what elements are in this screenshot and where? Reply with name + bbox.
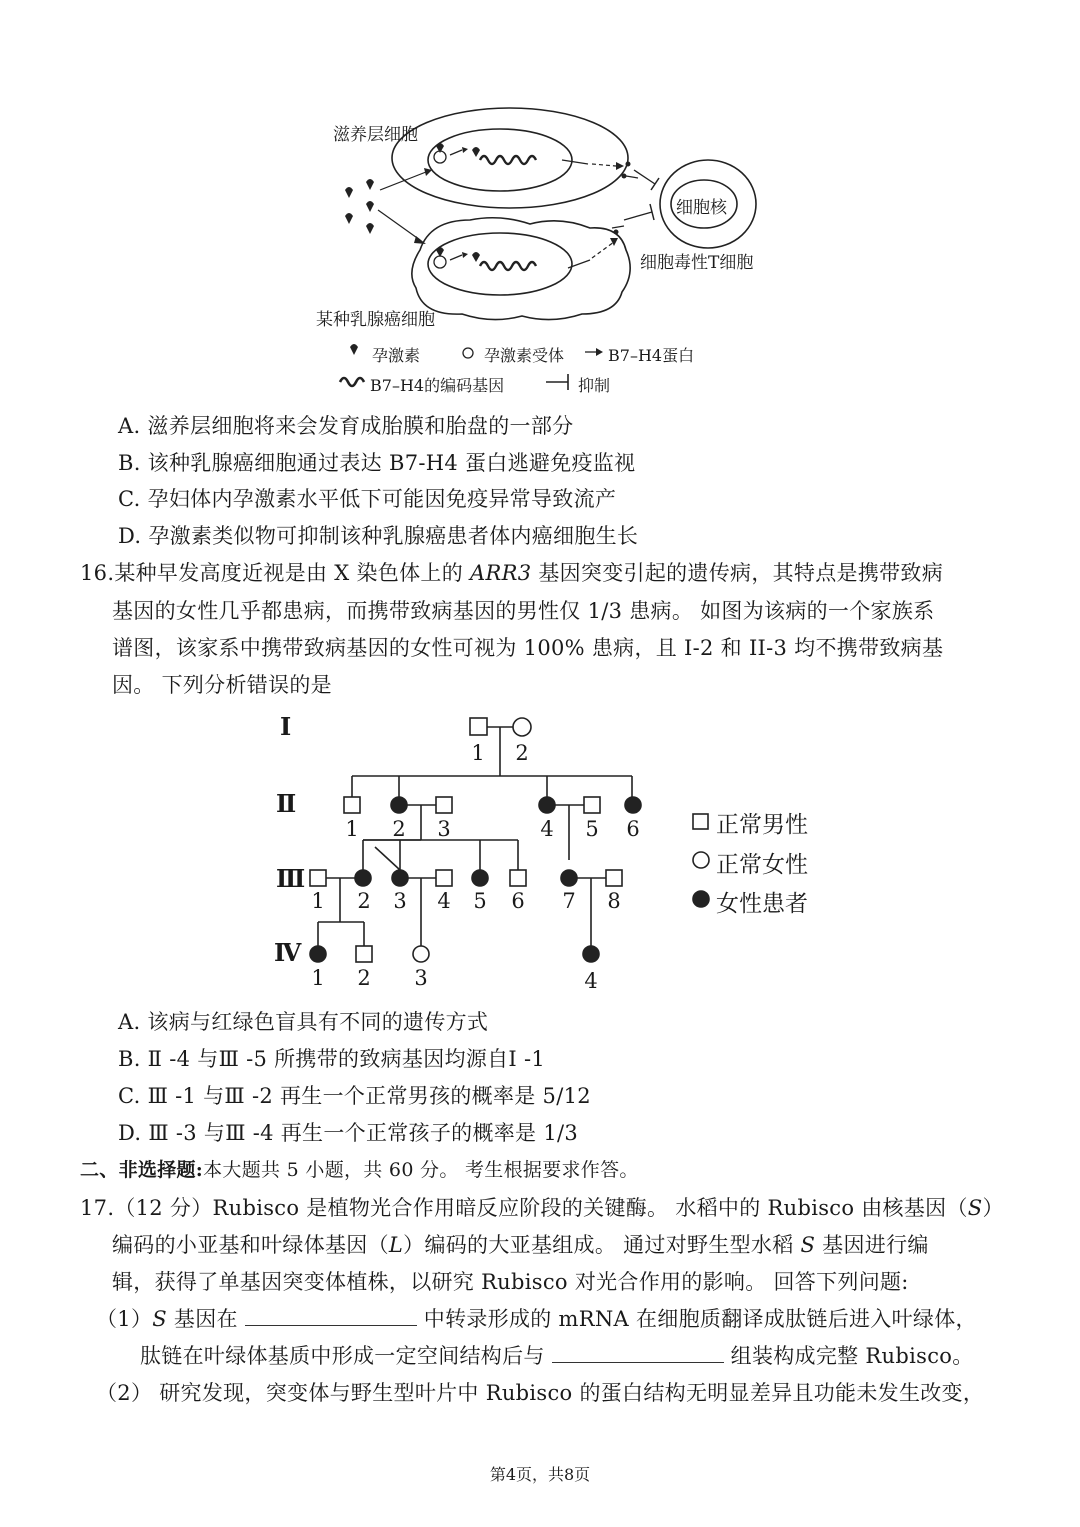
ped-III-1 bbox=[310, 870, 326, 886]
q17-sub1-text-2a: 肽链在叶绿体基质中形成一定空间结构后与 bbox=[140, 1344, 552, 1368]
legend-b7h4-gene: B7–H4的编码基因 bbox=[370, 376, 505, 395]
legend-normal-male: 正常男性 bbox=[716, 812, 808, 838]
legend-receptor: 孕激素受体 bbox=[484, 346, 565, 365]
tcell-label: 细胞毒性T细胞 bbox=[640, 253, 754, 273]
q17-sub2: （2） 研究发现，突变体与野生型叶片中 Rubisco 的蛋白结构无明显差异且功能未发生改变， bbox=[96, 1381, 985, 1405]
ped-II-5 bbox=[584, 797, 600, 813]
ped-num: 4 bbox=[540, 817, 554, 841]
q15-option-b: B. 该种乳腺癌细胞通过表达 B7-H4 蛋白逃避免疫监视 bbox=[118, 451, 636, 475]
q16-line4: 因。 下列分析错误的是 bbox=[112, 673, 332, 697]
q16-line2: 基因的女性几乎都患病，而携带致病基因的男性仅 1/3 患病。 如图为该病的一个家族系 bbox=[112, 599, 935, 623]
ped-num: 2 bbox=[392, 817, 406, 841]
q16-option-a: A. 该病与红绿色盲具有不同的遗传方式 bbox=[118, 1010, 489, 1034]
ped-num: 1 bbox=[311, 966, 325, 990]
q17-text-2a: 编码的小亚基和叶绿体基因（ bbox=[112, 1233, 389, 1257]
q17-sub1-text-b: 基因在 bbox=[166, 1307, 245, 1331]
ped-III-6 bbox=[510, 870, 526, 886]
ped-IV-3 bbox=[413, 946, 429, 962]
legend-progesterone: 孕激素 bbox=[372, 346, 421, 365]
legend-normal-female: 正常女性 bbox=[716, 852, 808, 878]
protein-arrow-icon bbox=[596, 348, 603, 356]
q15-option-c: C. 孕妇体内孕激素水平低下可能因免疫异常导致流产 bbox=[118, 487, 617, 511]
gene-s: S bbox=[967, 1196, 983, 1220]
ped-II-4 bbox=[539, 797, 555, 813]
ped-num: 3 bbox=[437, 817, 451, 841]
q16-option-d: D. Ⅲ -3 与Ⅲ -4 再生一个正常孩子的概率是 1/3 bbox=[118, 1121, 579, 1145]
legend-b7h4-protein: B7–H4蛋白 bbox=[608, 346, 695, 365]
trophoblast-label: 滋养层细胞 bbox=[333, 125, 418, 145]
section-heading bbox=[80, 1155, 639, 1185]
gen-label-1: I bbox=[280, 712, 292, 741]
q16-text-a: 某种早发高度近视是由 X 染色体上的 bbox=[114, 561, 470, 585]
answer-blank-1[interactable] bbox=[245, 1307, 417, 1326]
trophoblast-cell-inner bbox=[428, 129, 572, 191]
q17-sub1-line1 bbox=[96, 1304, 977, 1334]
ped-num: 6 bbox=[511, 889, 525, 913]
ped-III-7 bbox=[561, 870, 577, 886]
pedigree-legend-icons bbox=[690, 810, 714, 910]
ped-num: 5 bbox=[585, 817, 599, 841]
section-desc: 本大题共 5 小题，共 60 分。 考生根据要求作答。 bbox=[203, 1159, 639, 1181]
ped-num: 1 bbox=[471, 741, 485, 765]
ped-num: 7 bbox=[562, 889, 576, 913]
gene-name: ARR3 bbox=[470, 561, 532, 585]
gene-wave-icon bbox=[340, 378, 364, 386]
progesterone-icon bbox=[350, 344, 358, 355]
ped-num: 2 bbox=[515, 741, 529, 765]
q17-sub1-text-c: 中转录形成的 mRNA 在细胞质翻译成肽链后进入叶绿体， bbox=[416, 1307, 977, 1331]
q17-line1 bbox=[80, 1193, 1004, 1223]
ped-IV-4 bbox=[583, 946, 599, 962]
q17-text-2c: 基因进行编 bbox=[815, 1233, 929, 1257]
page-footer: 第4页，共8页 bbox=[489, 1465, 591, 1484]
ped-III-3 bbox=[392, 870, 408, 886]
q16-text-b: 基因突变引起的遗传病，其特点是携带致病 bbox=[531, 561, 944, 585]
q17-text-2b: ）编码的大亚基组成。 通过对野生型水稻 bbox=[403, 1233, 801, 1257]
pedigree-chart bbox=[260, 700, 680, 970]
ped-III-8 bbox=[606, 870, 622, 886]
ped-II-3 bbox=[436, 797, 452, 813]
ped-num: 1 bbox=[345, 817, 359, 841]
nucleus-label: 细胞核 bbox=[676, 198, 727, 218]
ped-num: 3 bbox=[414, 966, 428, 990]
q16-option-c: C. Ⅲ -1 与Ⅲ -2 再生一个正常男孩的概率是 5/12 bbox=[118, 1084, 591, 1108]
ped-II-1 bbox=[344, 797, 360, 813]
ped-I-1 bbox=[470, 718, 487, 735]
ped-II-6 bbox=[625, 797, 641, 813]
gen-label-3: Ⅲ bbox=[276, 864, 306, 893]
ped-num: 8 bbox=[607, 889, 621, 913]
q17-number: 17. bbox=[80, 1196, 115, 1220]
ped-III-2 bbox=[355, 870, 371, 886]
ped-num: 2 bbox=[357, 966, 371, 990]
ped-num: 4 bbox=[437, 889, 451, 913]
gene-s-3: S bbox=[152, 1307, 167, 1331]
ped-III-4 bbox=[436, 870, 452, 886]
q15-option-d: D. 孕激素类似物可抑制该种乳腺癌患者体内癌细胞生长 bbox=[118, 524, 639, 548]
gen-label-4: Ⅳ bbox=[274, 938, 302, 967]
ped-IV-2 bbox=[356, 946, 372, 962]
cancer-cell-inner bbox=[428, 233, 572, 295]
ped-num: 4 bbox=[584, 969, 598, 993]
cancer-cell-label: 某种乳腺癌细胞 bbox=[316, 310, 435, 330]
ped-II-2 bbox=[391, 797, 407, 813]
q17-text-1b: ） bbox=[982, 1196, 1004, 1220]
q17-line3: 辑，获得了单基因突变体植株，以研究 Rubisco 对光合作用的影响。 回答下列问题: bbox=[112, 1270, 909, 1294]
q17-line2 bbox=[112, 1230, 929, 1260]
q16-line1 bbox=[80, 558, 943, 588]
legend-inhibit: 抑制 bbox=[578, 376, 611, 395]
q16-number: 16. bbox=[80, 561, 115, 585]
q17-text-1a: （12 分）Rubisco 是植物光合作用暗反应阶段的关键酶。 水稻中的 Rubisco 由核基因（ bbox=[114, 1196, 968, 1220]
ped-num: 3 bbox=[393, 889, 407, 913]
ped-I-2 bbox=[513, 718, 531, 736]
gene-l: L bbox=[388, 1233, 404, 1257]
legend-affected-female: 女性患者 bbox=[716, 891, 808, 917]
normal-male-icon bbox=[693, 814, 708, 829]
gene-s-2: S bbox=[800, 1233, 816, 1257]
q17-sub1-number: （1） bbox=[96, 1307, 153, 1331]
ped-num: 6 bbox=[626, 817, 640, 841]
affected-female-icon bbox=[693, 891, 709, 907]
ped-num: 5 bbox=[473, 889, 487, 913]
ped-num: 1 bbox=[311, 889, 325, 913]
ped-IV-1 bbox=[310, 946, 326, 962]
gen-label-2: Ⅱ bbox=[276, 789, 297, 818]
answer-blank-2[interactable] bbox=[552, 1344, 724, 1363]
q17-sub1-text-2b: 组装构成完整 Rubisco。 bbox=[723, 1344, 974, 1368]
q16-option-b: B. Ⅱ -4 与Ⅲ -5 所携带的致病基因均源自Ⅰ -1 bbox=[118, 1047, 546, 1071]
receptor-icon bbox=[463, 348, 473, 358]
normal-female-icon bbox=[693, 852, 709, 868]
ped-num: 2 bbox=[357, 889, 371, 913]
q17-sub1-line2 bbox=[140, 1341, 974, 1371]
ped-III-5 bbox=[472, 870, 488, 886]
section-title: 二、非选择题: bbox=[80, 1159, 204, 1181]
q15-option-a: A. 滋养层细胞将来会发育成胎膜和胎盘的一部分 bbox=[118, 414, 574, 438]
q16-line3: 谱图，该家系中携带致病基因的女性可视为 100% 患病，且 I-2 和 II-3 均不携带致病基 bbox=[112, 636, 944, 660]
